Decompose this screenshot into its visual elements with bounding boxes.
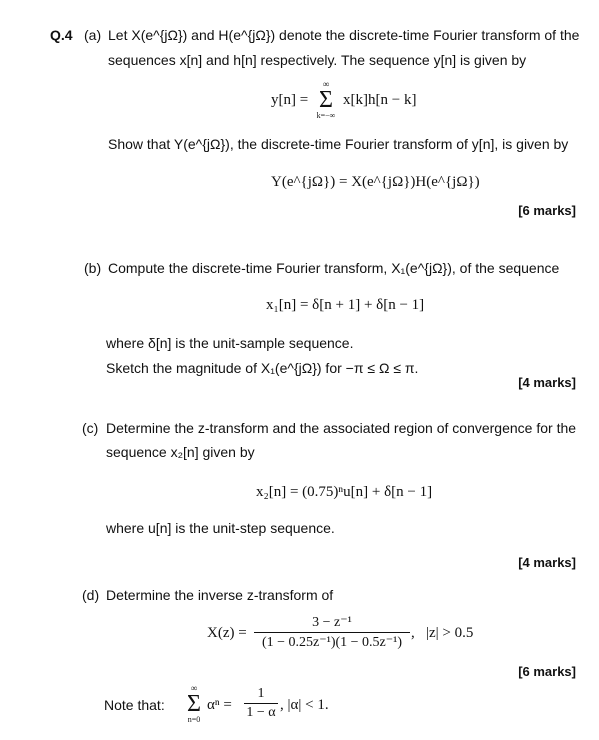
sum-upper-limit: ∞ [322, 79, 330, 89]
part-b-marks: [4 marks] [518, 375, 576, 390]
note-label: Note that: [104, 697, 165, 713]
part-b-label: (b) [84, 260, 102, 276]
part-a-equation-1-lhs: y[n] = [271, 92, 309, 108]
note-sum-upper-limit: ∞ [190, 683, 198, 693]
note-sum-term: αⁿ = [207, 697, 232, 713]
part-b-line-2: where δ[n] is the unit-sample sequence. [106, 335, 354, 351]
note-fraction-bar [244, 703, 278, 704]
note-sum [182, 683, 206, 725]
fraction-bar [254, 632, 410, 633]
part-c-equation-1: x₂[n] = (0.75)ⁿu[n] + δ[n − 1] [256, 484, 433, 500]
part-b-line-3: Sketch the magnitude of X₁(e^{jΩ}) for −π ≤ Ω ≤ π. [106, 360, 419, 376]
summation-symbol: Σ [319, 87, 333, 113]
question-number: Q.4 [50, 27, 73, 43]
part-a-line-2: sequences x[n] and h[n] respectively. The sequence y[n] is given by [108, 52, 527, 68]
part-c-marks: [4 marks] [518, 555, 576, 570]
part-c-label: (c) [82, 420, 99, 436]
note-summation-symbol: Σ [187, 691, 201, 717]
part-d-numerator: 3 − z⁻¹ [312, 615, 352, 630]
part-c-line-2: sequence x₂[n] given by [106, 444, 255, 460]
part-a-line-1: Let X(e^{jΩ}) and H(e^{jΩ}) denote the discrete-time Fourier transform of the [108, 27, 580, 43]
part-a-equation-1-rhs: x[k]h[n − k] [343, 92, 417, 108]
part-a-line-3: Show that Y(e^{jΩ}), the discrete-time Fourier transform of y[n], is given by [108, 136, 569, 152]
part-d-line-1: Determine the inverse z-transform of [106, 587, 334, 603]
note-numerator: 1 [257, 686, 265, 701]
part-b-equation-1: x₁[n] = δ[n + 1] + δ[n − 1] [266, 297, 425, 313]
part-d-comma: , [411, 625, 415, 641]
note-fraction [244, 686, 278, 721]
part-d-label: (d) [82, 587, 100, 603]
part-d-equation-lhs: X(z) = [207, 625, 247, 641]
note-sum-lower-limit: n=0 [187, 715, 201, 724]
part-a-equation-1-sum [313, 79, 339, 121]
part-d-roc: |z| > 0.5 [426, 625, 474, 641]
part-b-line-1: Compute the discrete-time Fourier transform, X₁(e^{jΩ}), of the sequence [108, 260, 560, 276]
part-a-marks: [6 marks] [518, 203, 576, 218]
note-denominator: 1 − α [246, 705, 276, 720]
part-c-line-3: where u[n] is the unit-step sequence. [106, 520, 335, 536]
part-a-equation-2: Y(e^{jΩ}) = X(e^{jΩ})H(e^{jΩ}) [271, 174, 480, 190]
part-d-marks: [6 marks] [518, 664, 576, 679]
sum-lower-limit: k=−∞ [316, 111, 336, 120]
part-c-line-1: Determine the z-transform and the associated region of convergence for the [106, 420, 577, 436]
note-condition: , |α| < 1. [280, 697, 329, 713]
part-d-fraction [254, 614, 410, 651]
part-d-denominator: (1 − 0.25z⁻¹)(1 − 0.5z⁻¹) [261, 635, 403, 650]
part-a-label: (a) [84, 27, 102, 43]
